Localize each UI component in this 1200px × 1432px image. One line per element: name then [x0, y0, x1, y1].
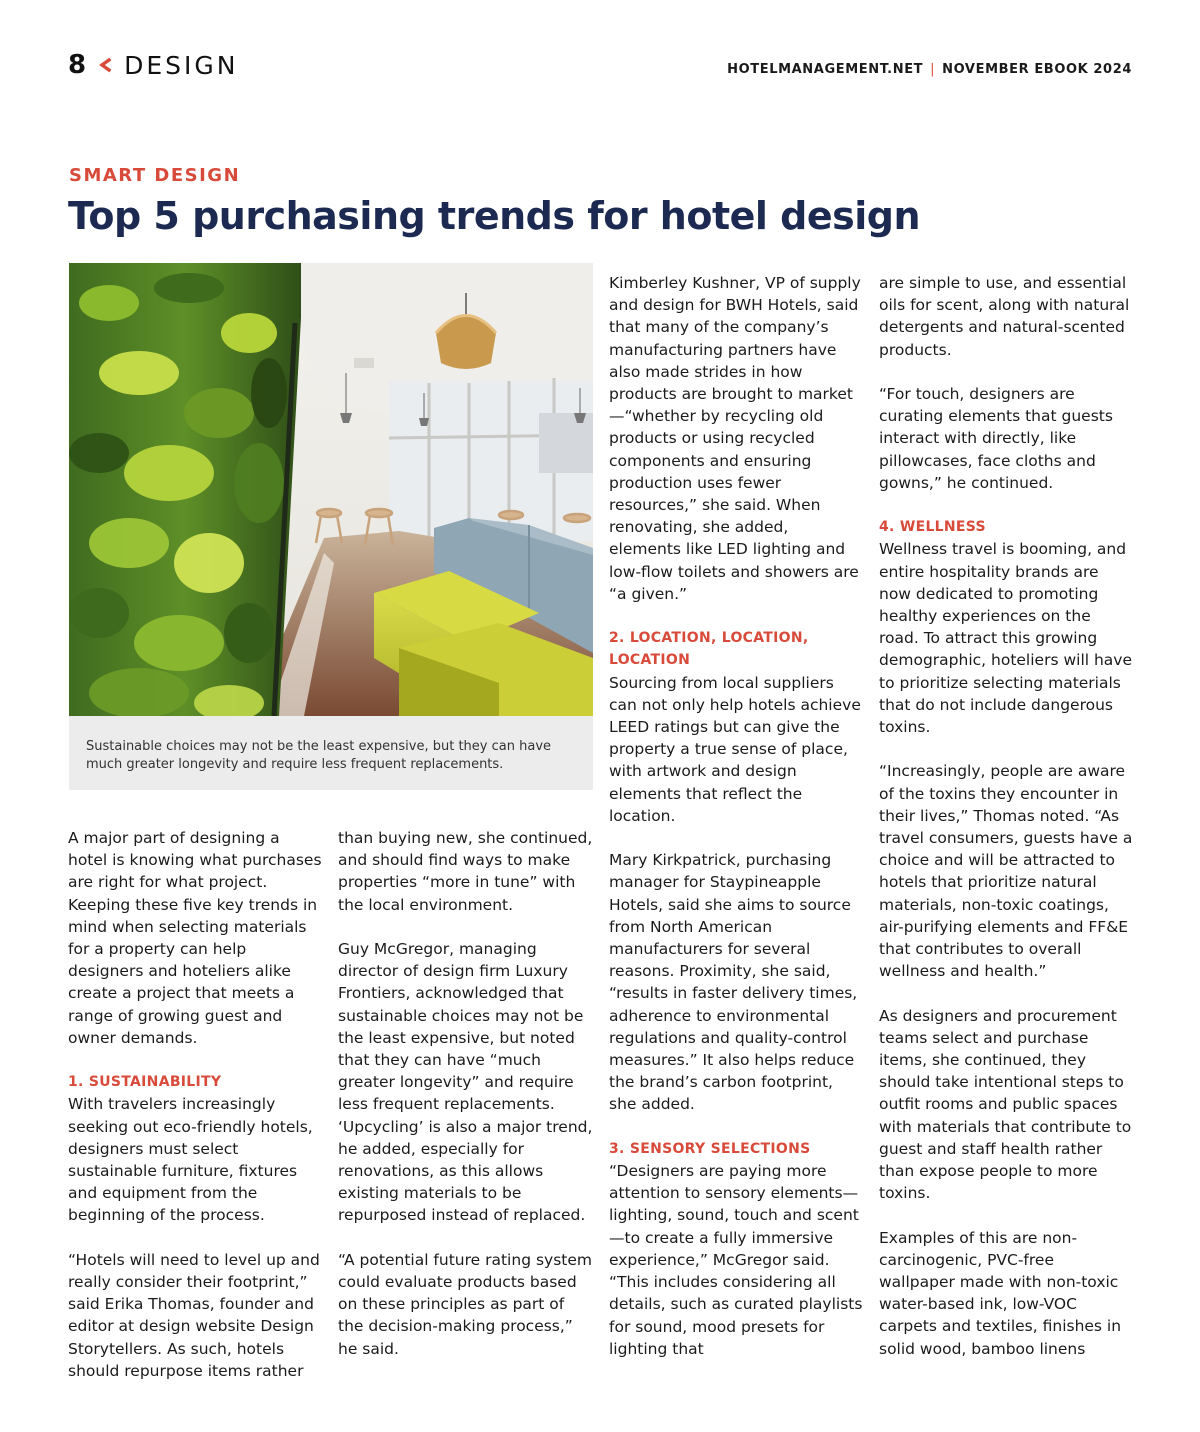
subhead-sustainability: 1. SUSTAINABILITY [68, 1074, 222, 1091]
paragraph: “For touch, designers are curating elements that guests interact with directly, like pillowcases, face cloths and gowns,” he continued. [879, 385, 1113, 492]
article-column-3 [609, 272, 864, 1360]
page-header-right [727, 62, 1132, 77]
paragraph: Guy McGregor, managing director of design firm Luxury Frontiers, acknowledged that sustainable choices may not be the least expensive, but noted that they can have “much greater longevity” and require less frequent replacements. ‘Upcycling’ is also a major trend, he added, especially for renovations, as this allows existing materials to be repurposed instead of replaced. [338, 940, 593, 1225]
paragraph: Mary Kirkpatrick, purchasing manager for Staypineapple Hotels, said she aims to source from North American manufacturers for several reasons. Proximity, she said, “results in faster delivery times, adherence to environmental regulations and quality-control measures.” It also helps reduce the brand’s carbon footprint, she added. [609, 851, 858, 1114]
paragraph: A major part of designing a hotel is knowing what purchases are right for what project. Keeping these five key trends in mind when selecting materials for a property can help designers and hoteliers alike create a project that meets a range of growing guest and owner demands. [68, 829, 322, 1047]
article-column-1 [68, 827, 323, 1382]
site-name: HOTELMANAGEMENT.NET [727, 62, 924, 77]
paragraph: than buying new, she continued, and should find ways to make properties “more in tune” with the local environment. [338, 829, 593, 914]
paragraph: “A potential future rating system could evaluate products based on these principles as part of the decision-making process,” he said. [338, 1250, 592, 1358]
subhead-wellness: 4. WELLNESS [879, 519, 986, 536]
article-kicker: SMART DESIGN [69, 165, 241, 186]
paragraph: As designers and procurement teams select and purchase items, she continued, they should take intentional steps to outfit rooms and public spaces with materials that contribute to guest and staff health rather than expose people to more toxins. [879, 1006, 1132, 1203]
chevron-left-icon [92, 51, 118, 79]
paragraph: Examples of this are non-carcinogenic, PVC-free wallpaper made with non-toxic water-based ink, low-VOC carpets and textiles, finishes in solid wood, bamboo linens [879, 1228, 1122, 1358]
article-photo [69, 263, 593, 716]
paragraph: Wellness travel is booming, and entire hospitality brands are now dedicated to promoting healthy experiences on the road. To attract this growing demographic, hoteliers will have to prioritize selecting materials that do not include dangerous toxins. [879, 540, 1133, 737]
page-number: 8 [68, 50, 87, 80]
paragraph: Kimberley Kushner, VP of supply and design for BWH Hotels, said that many of the company’s manufacturing partners have also made strides in how products are brought to market—“whether by recycling old products or using recycled components and ensuring production uses fewer resources,” she said. When renovating, she added, elements like LED lighting and low-flow toilets and showers are “a given.” [609, 274, 861, 603]
photo-caption: Sustainable choices may not be the least expensive, but they can have much greater longevity and require less frequent replacements. [69, 716, 593, 790]
header-divider: | [930, 62, 936, 77]
subhead-sensory: 3. SENSORY SELECTIONS [609, 1140, 811, 1157]
article-column-2 [338, 827, 593, 1360]
page-header-left [68, 50, 238, 80]
article-column-4 [879, 272, 1134, 1360]
paragraph: “Increasingly, people are aware of the toxins they encounter in their lives,” Thomas noted. “As travel consumers, guests have a choice and will be attracted to hotels that prioritize natural materials, non-toxic coatings, air-purifying elements and FF&E that contributes to overall wellness and health.” [879, 762, 1133, 981]
paragraph: With travelers increasingly seeking out eco-friendly hotels, designers must select sustainable furniture, fixtures and equipment from the beginning of the process. [68, 1095, 313, 1225]
article-title: Top 5 purchasing trends for hotel design [68, 194, 921, 238]
section-label: DESIGN [124, 50, 239, 80]
paragraph: “Hotels will need to level up and really consider their footprint,” said Erika Thomas, founder and editor at design website Design Storytellers. As such, hotels should repurpose items rather [68, 1250, 320, 1380]
paragraph: are simple to use, and essential oils for scent, along with natural detergents and natural-scented products. [879, 274, 1130, 359]
paragraph: “Designers are paying more attention to sensory elements—lighting, sound, touch and scent—to create a fully immersive experience,” McGregor said. “This includes considering all details, such as curated playlists for sound, mood presets for lighting that [609, 1162, 863, 1358]
paragraph: Sourcing from local suppliers can not only help hotels achieve LEED ratings but can give the property a true sense of place, with artwork and design elements that reflect the location. [609, 673, 861, 825]
issue-label: NOVEMBER EBOOK 2024 [942, 62, 1132, 77]
subhead-location: 2. LOCATION, LOCATION, LOCATION [609, 630, 809, 669]
